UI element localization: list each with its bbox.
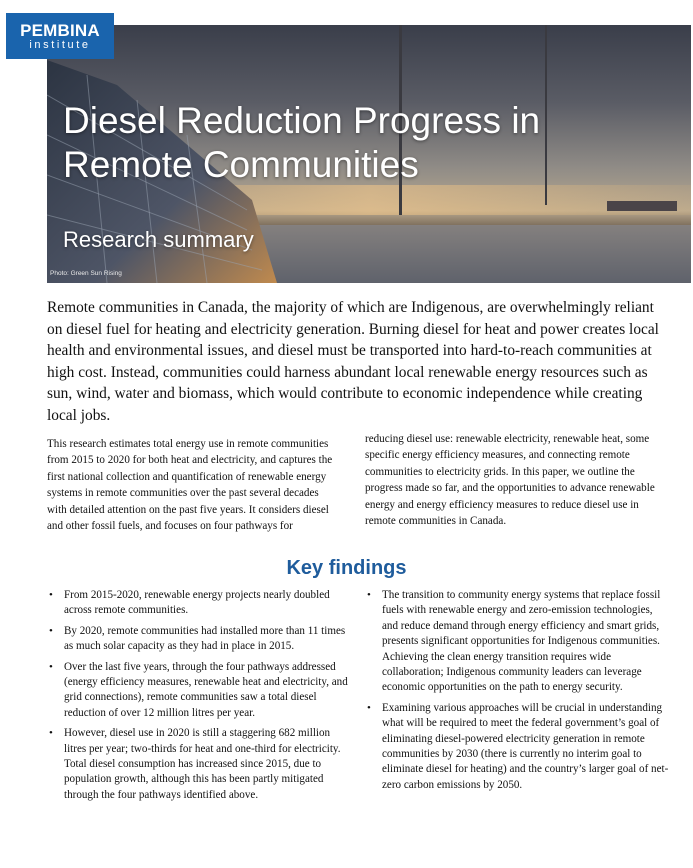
list-item: • Examining various approaches will be crucial in understanding what will be required to meet the federal government’s goal of eliminating diesel-powered electricity generation in remote communities by 2030 (there is currently no interim goal to eliminate diesel for heating) and the country’s larger goal of net-zero carbon emissions by 2050. xyxy=(365,701,669,793)
list-item: • By 2020, remote communities had installed more than 11 times as much solar capacity as they had in place in 2015. xyxy=(47,624,352,655)
document-subtitle: Research summary xyxy=(63,227,254,252)
list-item: • From 2015-2020, renewable energy projects nearly doubled across remote communities. xyxy=(47,588,352,619)
photo-credit: Photo: Green Sun Rising xyxy=(50,270,122,277)
key-findings-left-list xyxy=(47,588,352,808)
list-item: • Over the last five years, through the four pathways addressed (energy efficiency measures, renewable heat and electricity, and grid connections), remote communities saw a total diesel reduction of over 12 million litres per year. xyxy=(47,660,352,722)
list-item: • However, diesel use in 2020 is still a staggering 682 million litres per year; two-thirds for heat and one-third for electricity. Total diesel consumption has increased since 2015, due to population growth, although this has been partly mitigated through the four pathways identified above. xyxy=(47,726,352,803)
body-paragraph-left: This research estimates total energy use in remote communities from 2015 to 2020 for both heat and electricity, and captures the first national collection and quantification of renewable energy systems in remote communities over the past several decades with detailed attention on the past five years. It considers diesel and other fossil fuels, and focuses on four pathways for xyxy=(47,438,333,533)
body-column-left xyxy=(47,436,339,534)
pembina-logo xyxy=(6,13,114,59)
document-title xyxy=(63,99,540,187)
logo-subname: institute xyxy=(29,39,91,51)
logo-name: PEMBINA xyxy=(20,21,100,40)
hero-banner xyxy=(47,25,691,283)
key-findings-heading: Key findings xyxy=(286,557,407,579)
title-line-1: Diesel Reduction Progress in xyxy=(63,100,541,141)
key-findings-right-list xyxy=(365,588,669,798)
body-paragraph-right: reducing diesel use: renewable electricity, renewable heat, some specific energy efficiency measures, and connecting remote communities to electricity grids. In this paper, we outline the progress made so far, and the opportunities to advance renewable energy and energy efficiency measures to reduce diesel use in remote communities in Canada. xyxy=(365,433,655,528)
list-item: • The transition to community energy systems that replace fossil fuels with renewable energy and zero-emission technologies, and reduce demand through energy efficiency and smart grids, presents significant opportunities for Indigenous communities. Achieving the clean energy transition requires wide collaboration; Indigenous community leaders can leverage economic opportunities on the path to energy security. xyxy=(365,588,669,696)
body-column-right xyxy=(365,431,665,529)
title-line-2: Remote Communities xyxy=(63,144,419,185)
intro-paragraph: Remote communities in Canada, the majority of which are Indigenous, are overwhelmingly reliant on diesel fuel for heating and electricity generation. Burning diesel for heat and power creates local health and environmental issues, and diesel must be transported into hard-to-reach communities at high cost. Instead, communities could harness abundant local renewable energy resources such as sun, wind, water and biomass, which would contribute to economic independence while creating local jobs. xyxy=(47,299,659,424)
